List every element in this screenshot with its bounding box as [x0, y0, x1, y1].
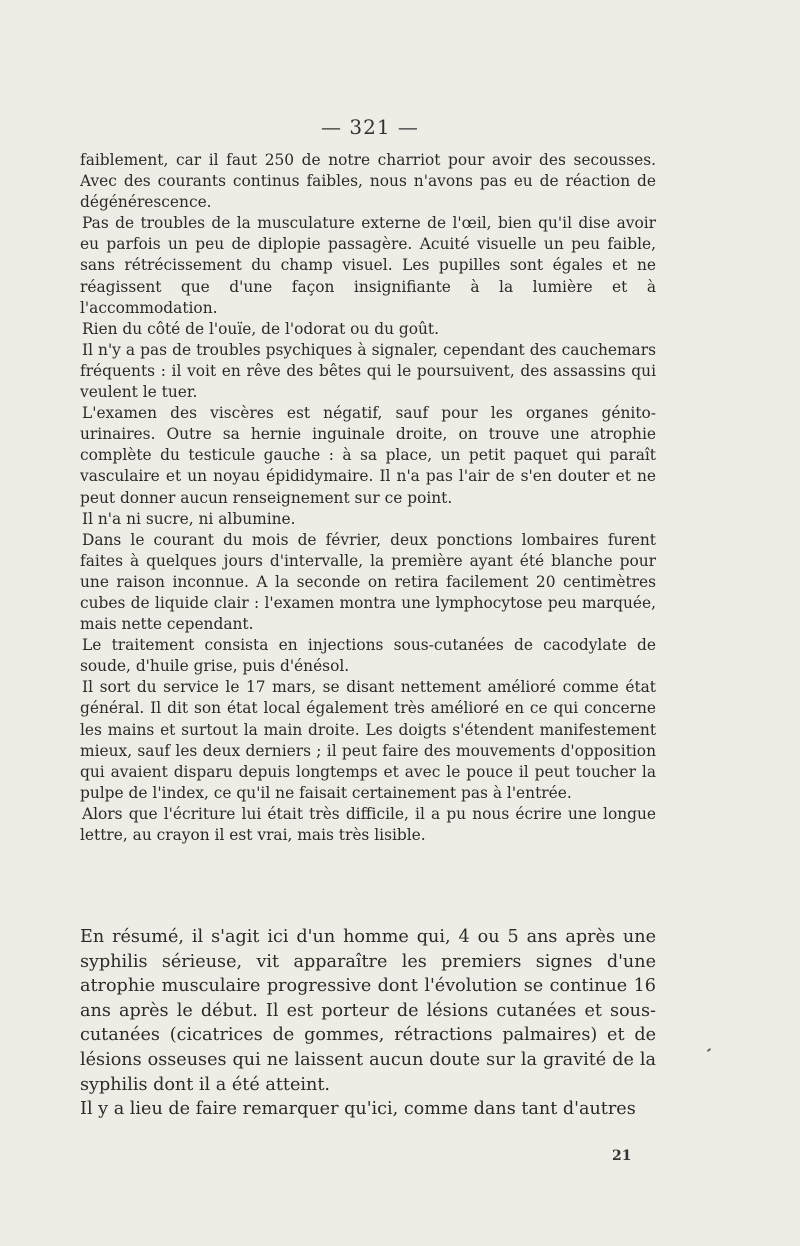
- paragraph-summary: En résumé, il s'agit ici d'un homme qui, 4 ou 5 ans après une syphilis sérieuse, vit apparaître les premiers signes d'une atrophie musculaire progressive dont l'évolution se continue 16 ans après le début. Il est porteur de lésions cutanées et sous-cutanées (cicatrices de gommes, rétractions palmaires) et de lésions osseuses qui ne laissent aucun doute sur la gravité de la syphilis dont il a été atteint.: [80, 927, 656, 1095]
- signature-mark: 21: [612, 1148, 632, 1164]
- paragraph-discharge: Il sort du service le 17 mars, se disant nettement amélioré comme état général. Il dit son état local également très amélioré en ce qui concerne les mains et surtout la main droite. Les doigts s'étendent manifestement mieux, sauf les deux derniers ; il peut faire des mouvements d'opposition qui avaient disparu depuis longtemps et avec le pouce il peut toucher la pulpe de l'index, ce qu'il ne faisait certainement pas à l'entrée.: [80, 678, 656, 802]
- paragraph-urine: Il n'a ni sucre, ni albumine.: [82, 509, 296, 528]
- paragraph-treatment: Le traitement consista en injections sous-cutanées de cacodylate de soude, d'huile grise, puis d'énésol.: [80, 636, 656, 676]
- paragraph-psychic: Il n'y a pas de troubles psychiques à signaler, cependant des cauchemars fréquents : il voit en rêve des bêtes qui le poursuivent, des assassins qui veulent le tuer.: [80, 340, 656, 402]
- case-observation-text: [80, 150, 656, 846]
- page-number: — 321 —: [321, 115, 419, 139]
- paragraph-electrical-exam: faiblement, car il faut 250 de notre charriot pour avoir des secousses. Avec des courants continus faibles, nous n'avons pas eu de réaction de dégénérescence.: [80, 151, 656, 212]
- paragraph-viscera: L'examen des viscères est négatif, sauf pour les organes génito-urinaires. Outre sa hernie inguinale droite, on trouve une atrophie complète du testicule gauche : à sa place, un petit paquet qui paraît vasculaire et un noyau épididymaire. Il n'a pas l'air de s'en douter et ne peut donner aucun renseignement sur ce point.: [80, 404, 656, 507]
- paragraph-senses: Rien du côté de l'ouïe, de l'odorat ou du goût.: [82, 319, 439, 338]
- paragraph-writing: Alors que l'écriture lui était très difficile, il a pu nous écrire une longue lettre, au crayon il est vrai, mais très lisible.: [80, 804, 656, 844]
- paragraph-remark: Il y a lieu de faire remarquer qu'ici, comme dans tant d'autres: [80, 1099, 636, 1120]
- summary-text: [80, 925, 656, 1122]
- paper-speck: [707, 1048, 711, 1052]
- paragraph-eye-exam: Pas de troubles de la musculature externe de l'œil, bien qu'il dise avoir eu parfois un peu de diplopie passagère. Acuité visuelle un peu faible, sans rétrécissement du champ visuel. Les pupilles sont égales et ne réagissent que d'une façon insignifiante à la lumière et à l'accommodation.: [80, 214, 656, 317]
- paragraph-lumbar-puncture: Dans le courant du mois de février, deux ponctions lombaires furent faites à quelques jours d'intervalle, la première ayant été blanche pour une raison inconnue. A la seconde on retira facilement 20 centimètres cubes de liquide clair : l'examen montra une lymphocytose peu marquée, mais nette cependant.: [80, 530, 656, 634]
